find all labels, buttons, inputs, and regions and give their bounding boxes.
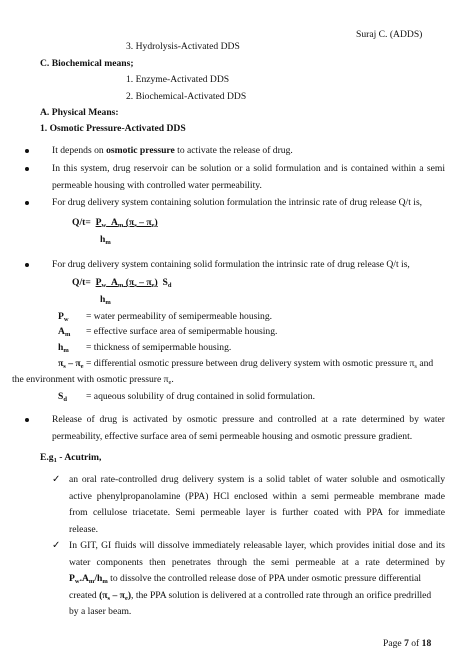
example-heading — [40, 452, 101, 464]
header-author: Suraj C. (ADDS) — [356, 29, 423, 40]
check2-am-sub: m — [88, 578, 95, 585]
formula2-pw: P — [95, 277, 102, 288]
definition-sd-sub: d — [63, 396, 67, 403]
definition-am-text: = effective surface area of semipermable housing. — [86, 326, 278, 337]
check1-line1: an oral rate-controlled drug delivery system is a solid tablet of water soluble and osmotically — [69, 474, 445, 485]
diffdef-text: = differential osmotic pressure between drug delivery system with osmotic pressure π — [83, 358, 415, 369]
definition-hm — [58, 342, 69, 354]
formula1-osm-e: e — [151, 222, 155, 229]
check2-pi-e-sub: e — [124, 595, 128, 602]
footer-total: 18 — [421, 638, 432, 649]
formula1-am: A — [110, 217, 118, 228]
check2-line3 — [69, 573, 445, 585]
definition-hm-sub: m — [63, 347, 69, 354]
biochemical-item-2: 2. Biochemical-Activated DDS — [126, 91, 247, 102]
formula2-den-sub: m — [105, 299, 111, 306]
check2-pw: P — [69, 573, 75, 584]
formula1-minus: – π — [136, 217, 152, 228]
definition-osmotic-difference — [58, 358, 433, 370]
diffdef-s: s — [63, 363, 66, 370]
diffdef-line2-end: . — [171, 374, 174, 385]
formula2-lhs: Q/t= — [72, 277, 91, 288]
formula1-lhs: Q/t= — [72, 217, 91, 228]
formula1-osm: (π — [125, 217, 135, 228]
formula2-sd-sub: d — [167, 282, 172, 289]
check2-line4 — [69, 590, 431, 602]
check2-line3-text: to dissolve the controlled release dose of PPA under osmotic pressure differential — [107, 573, 422, 584]
biochemical-heading: C. Biochemical means; — [40, 58, 134, 69]
formula2-osm: (π — [125, 277, 135, 288]
bullet5-line2: permeability, effective surface area of semi permeable housing and osmotic pressure gradient. — [52, 431, 413, 442]
diffdef-text-sub: s — [414, 363, 417, 370]
formula2-osm-e: e — [151, 282, 155, 289]
bullet2-line1: In this system, drug reservoir can be solution or a solid formulation and is contained within a semi — [52, 163, 445, 174]
formula2-am: A — [110, 277, 118, 288]
osmotic-subheading: 1. Osmotic Pressure-Activated DDS — [40, 123, 186, 134]
release-rate-formula-solution — [72, 217, 158, 229]
definition-am — [58, 326, 70, 338]
bullet1-text-post: to activate the release of drug. — [174, 145, 293, 156]
footer-pre: Page — [383, 638, 405, 649]
example-dash: - Acutrim, — [56, 452, 102, 463]
footer-page: 7 — [404, 638, 409, 649]
formula1-osm-s: s — [134, 222, 137, 229]
check1-line3: from cellulose triacetate. Semi permeable layer is further coated with PPA for immediate — [69, 507, 445, 518]
example-sub: 1 — [53, 457, 57, 464]
formula1-den: h — [100, 234, 106, 245]
formula1-pw-sub: w — [101, 222, 107, 229]
bullet-osmotic-pressure — [52, 145, 293, 157]
footer-mid: of — [408, 638, 422, 649]
check2-line4-text: , the PPA solution is delivered at a controlled rate through an orifice predrilled — [131, 590, 432, 601]
diffdef-mid: – π — [65, 358, 81, 369]
page-header — [356, 29, 422, 41]
definition-hm-symbol: h — [58, 342, 64, 353]
biochemical-item-1: 1. Enzyme-Activated DDS — [126, 74, 230, 85]
check2-line1: In GIT, GI fluids will dissolve immediately releasable layer, which provides initial dose and its — [69, 540, 445, 551]
bullet1-bold: osmotic pressure — [106, 145, 175, 156]
formula2-close: ) — [154, 277, 158, 288]
bullet4-text: For drug delivery system containing solid formulation the intrinsic rate of drug release Q/t is, — [52, 259, 410, 270]
definition-am-sub: m — [64, 331, 71, 338]
diffdef-line2: the environment with osmotic pressure π — [12, 374, 169, 385]
bullet-dot — [25, 149, 29, 153]
check1-line4: release. — [69, 524, 99, 535]
bullet-dot — [25, 167, 29, 171]
formula2-pw-sub: w — [101, 282, 107, 289]
example-label: E.g — [40, 452, 54, 463]
definition-pw-text: = water permeability of semipermeable housing. — [86, 311, 273, 322]
release-rate-formula-solid — [72, 277, 171, 289]
formula1-close: ) — [154, 217, 158, 228]
check-icon: ✓ — [52, 540, 61, 551]
check2-hm: /h — [94, 573, 103, 584]
definition-am-symbol: A — [58, 326, 65, 337]
formula1-am-sub: m — [117, 222, 124, 229]
bullet-dot — [25, 418, 29, 422]
bullet-dot — [25, 201, 29, 205]
definition-pw-sub: w — [63, 316, 69, 323]
bullet-dot — [25, 263, 29, 267]
check2-pw-sub: w — [74, 578, 80, 585]
check2-pi-e: – π — [110, 590, 125, 601]
page-number — [383, 638, 431, 650]
check1-line2: active phenylpropanolamine (PPA) HCl enclosed within a semi permeable membrane made — [69, 491, 445, 502]
definition-pw-symbol: P — [58, 311, 64, 322]
check2-pi-s: (π — [99, 590, 108, 601]
bullet5-line1: Release of drug is activated by osmotic pressure and controlled at a rate determined by water — [52, 414, 445, 425]
check2-hm-sub: m — [102, 578, 108, 585]
check2-line2: water components then penetrates through the semi permeable at a rate determined by — [69, 557, 445, 568]
definition-osmotic-difference-line2 — [12, 374, 174, 386]
formula2-am-sub: m — [117, 282, 124, 289]
bullet1-text-pre: It depends on — [52, 145, 107, 156]
formula2-osm-s: s — [134, 282, 137, 289]
hydrolysis-item: 3. Hydrolysis-Activated DDS — [126, 41, 240, 52]
formula2-minus: – π — [136, 277, 152, 288]
physical-heading: A. Physical Means: — [40, 107, 119, 118]
formula2-sd: S — [162, 277, 168, 288]
definition-sd — [58, 391, 67, 403]
formula1-den-sub: m — [105, 239, 111, 246]
diffdef-symbol: π — [58, 358, 64, 369]
definition-sd-symbol: S — [58, 391, 64, 402]
diffdef-line2-sub: e — [168, 379, 172, 386]
diffdef-text-end: and — [416, 358, 434, 369]
formula1-denominator — [100, 234, 111, 246]
check2-line5: by a laser beam. — [69, 606, 132, 617]
check2-pi-s-sub: s — [107, 595, 111, 602]
formula2-den: h — [100, 294, 106, 305]
check2-created: created — [69, 590, 100, 601]
formula2-denominator — [100, 294, 111, 306]
bullet2-line2: permeable housing with controlled water permeability. — [52, 180, 262, 191]
check-icon: ✓ — [52, 474, 61, 485]
check2-close: ) — [127, 590, 132, 601]
check2-am: .A — [79, 573, 89, 584]
formula1-pw: P — [95, 217, 102, 228]
definition-sd-text: = aqueous solubility of drug contained in solid formulation. — [86, 391, 315, 402]
definition-hm-text: = thickness of semipermable housing. — [86, 342, 232, 353]
diffdef-e: e — [80, 363, 84, 370]
bullet3-text: For drug delivery system containing solution formulation the intrinsic rate of drug release Q/t is, — [52, 197, 423, 208]
definition-pw — [58, 311, 69, 323]
